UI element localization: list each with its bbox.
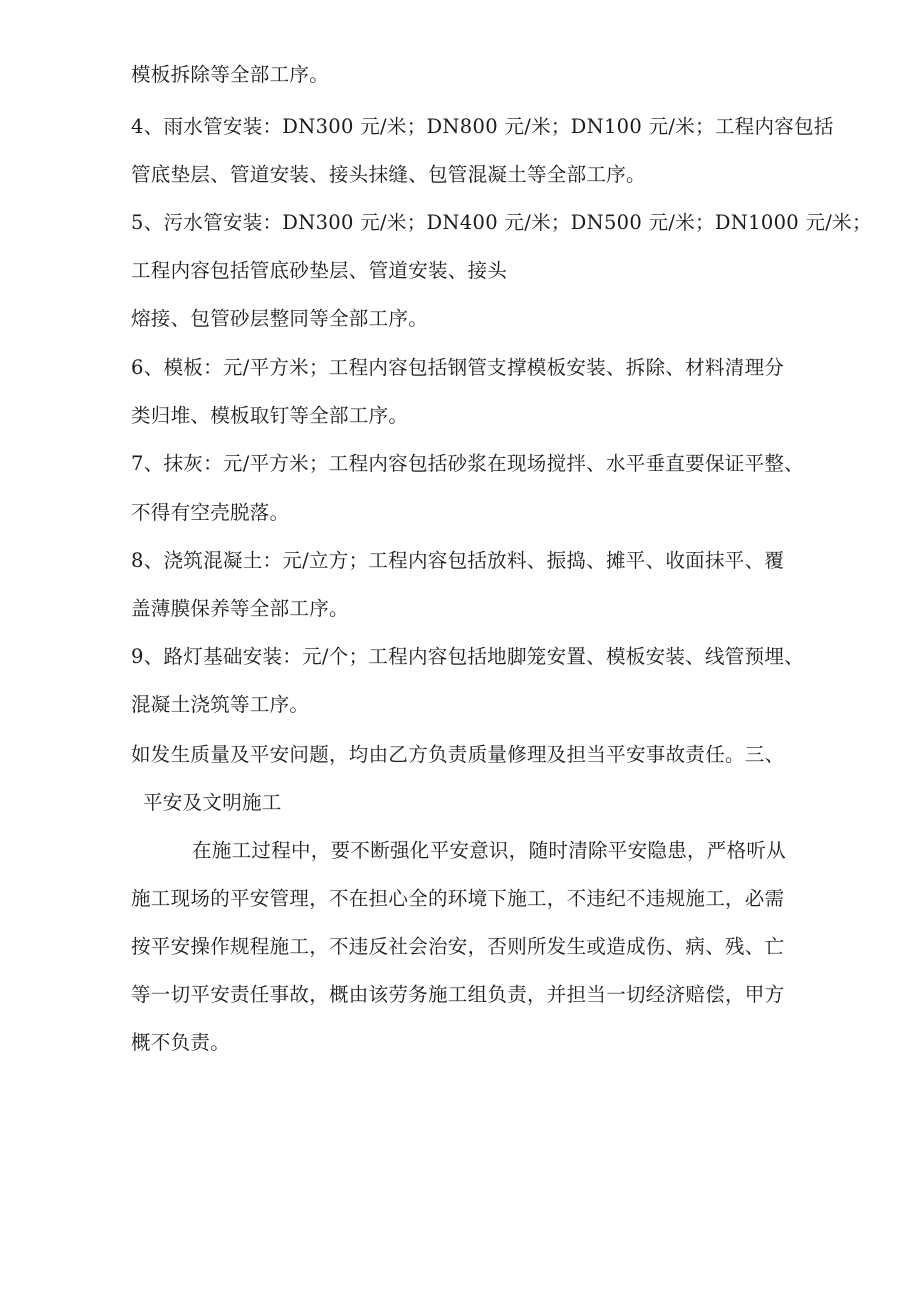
text-line-item-8-cont: 盖薄膜保养等全部工序。: [131, 597, 349, 620]
text-line-item-5-cont: 工程内容包括管底砂垫层、管道安装、接头: [131, 259, 508, 282]
text-line-item-5: 5、污水管安装：DN300 元/米；DN400 元/米；DN500 元/米；DN1000 元/米；: [131, 211, 872, 234]
text-line-item-7: 7、抹灰：元/平方米；工程内容包括砂浆在现场搅拌、水平垂直要保证平整、: [131, 452, 804, 475]
paragraph-safety-line-2: 施工现场的平安管理，不在担心全的环境下施工，不违纪不违规施工，必需: [131, 887, 785, 910]
text-line-item-4-cont: 管底垫层、管道安装、接头抹缝、包管混凝土等全部工序。: [131, 163, 646, 186]
text-line-item-8: 8、浇筑混凝土：元/立方；工程内容包括放料、振捣、摊平、收面抹平、覆: [131, 549, 785, 572]
text-line-item-5-cont-2: 熔接、包管砂层整同等全部工序。: [131, 307, 429, 330]
text-line-item-6: 6、模板：元/平方米；工程内容包括钢管支撑模板安装、拆除、材料清理分: [131, 356, 785, 379]
text-line-item-6-cont: 类归堆、模板取钉等全部工序。: [131, 404, 409, 427]
paragraph-safety-line-1: 在施工过程中，要不断强化平安意识，随时清除平安隐患，严格听从: [192, 839, 787, 862]
text-line-item-9-cont: 混凝土浇筑等工序。: [131, 693, 310, 716]
text-line-item-7-cont: 不得有空壳脱落。: [131, 501, 290, 524]
paragraph-safety-line-4: 等一切平安责任事故，概由该劳务施工组负责，并担当一切经济赔偿，甲方: [131, 983, 785, 1006]
text-line-work-continuation: 模板拆除等全部工序。: [131, 63, 330, 86]
paragraph-safety-line-5: 概不负责。: [131, 1031, 231, 1054]
paragraph-safety-line-3: 按平安操作规程施工，不违反社会治安，否则所发生或造成伤、病、残、亡: [131, 935, 785, 958]
text-line-item-9: 9、路灯基础安装：元/个；工程内容包括地脚笼安置、模板安装、线管预埋、: [131, 645, 804, 668]
text-line-responsibility: 如发生质量及平安问题，均由乙方负责质量修理及担当平安事故责任。三、: [131, 743, 785, 766]
section-heading-safety: 平安及文明施工: [143, 791, 282, 814]
text-line-item-4: 4、雨水管安装：DN300 元/米；DN800 元/米；DN100 元/米；工程内容包括: [131, 115, 834, 138]
